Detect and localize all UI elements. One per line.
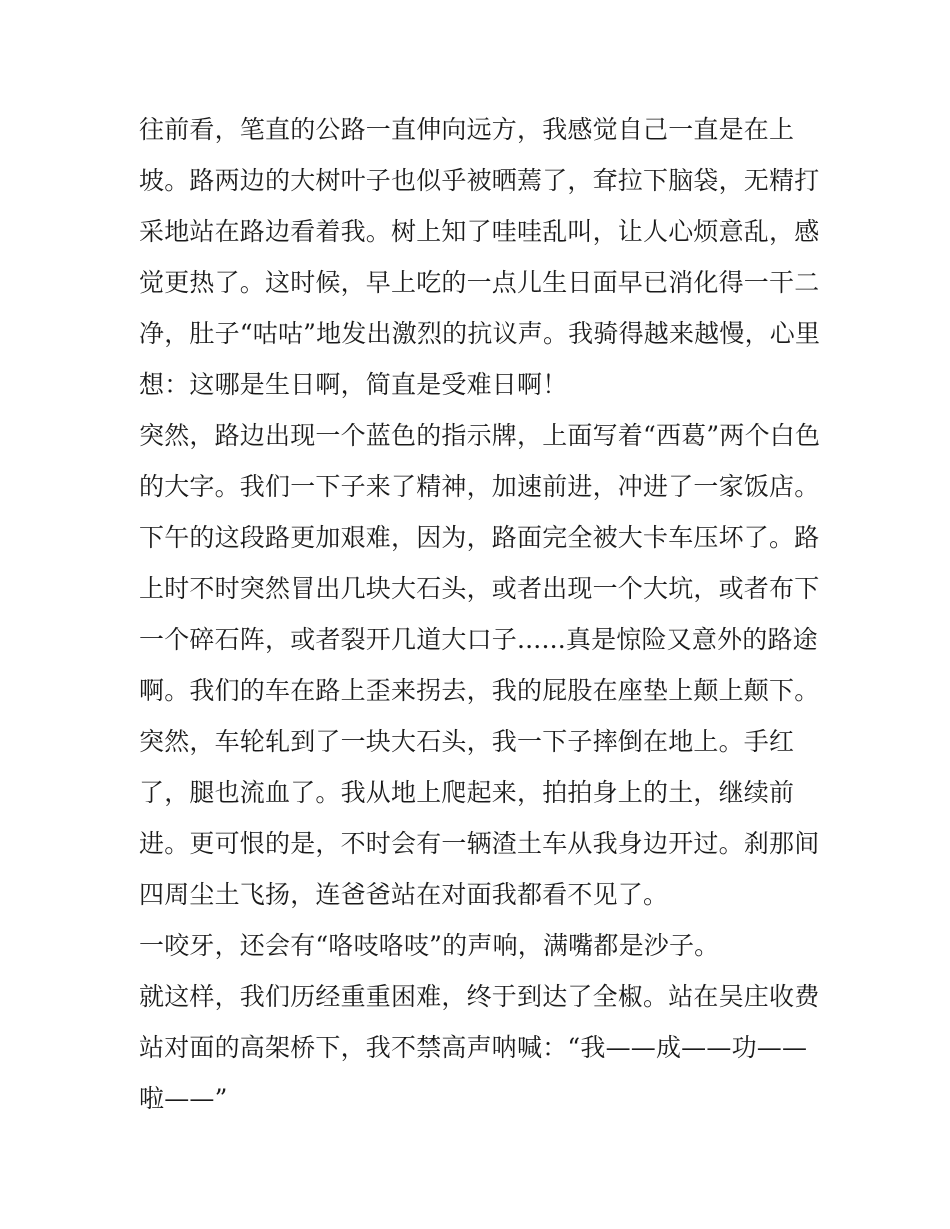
text-line: 净，肚子“咕咕”地发出激烈的抗议声。我骑得越来越慢，心里 — [139, 319, 821, 348]
text-line: 突然，路边出现一个蓝色的指示牌，上面写着“西葛”两个白色 — [139, 421, 821, 450]
text-line: 想：这哪是生日啊，简直是受难日啊！ — [139, 370, 568, 399]
text-line: 啦——” — [139, 1084, 228, 1113]
text-line: 进。更可恨的是，不时会有一辆渣土车从我身边开过。刹那间 — [139, 829, 820, 858]
text-line: 坡。路两边的大树叶子也似乎被晒蔫了，耷拉下脑袋，无精打 — [139, 166, 820, 195]
text-line: 下午的这段路更加艰难，因为，路面完全被大卡车压坏了。路 — [139, 523, 820, 552]
text-line: 就这样，我们历经重重困难，终于到达了全椒。站在吴庄收费 — [139, 982, 820, 1011]
text-line: 站对面的高架桥下，我不禁高声呐喊：“我——成——功—— — [139, 1033, 808, 1062]
body-text — [139, 104, 819, 1124]
text-line: 觉更热了。这时候，早上吃的一点儿生日面早已消化得一干二 — [139, 268, 820, 297]
text-line: 一咬牙，还会有“咯吱咯吱”的声响，满嘴都是沙子。 — [139, 931, 720, 960]
text-line: 了，腿也流血了。我从地上爬起来，拍拍身上的土，继续前 — [139, 778, 795, 807]
text-line: 的大字。我们一下子来了精神，加速前进，冲进了一家饭店。 — [139, 472, 820, 501]
text-line: 一个碎石阵，或者裂开几道大口子......真是惊险又意外的路途 — [139, 625, 818, 654]
text-line: 采地站在路边看着我。树上知了哇哇乱叫，让人心烦意乱，感 — [139, 217, 820, 246]
text-line: 啊。我们的车在路上歪来拐去，我的屁股在座垫上颠上颠下。 — [139, 676, 820, 705]
text-line: 上时不时突然冒出几块大石头，或者出现一个大坑，或者布下 — [139, 574, 820, 603]
text-line: 往前看，笔直的公路一直伸向远方，我感觉自己一直是在上 — [139, 115, 795, 144]
text-line: 突然，车轮轧到了一块大石头，我一下子摔倒在地上。手红 — [139, 727, 795, 756]
text-line: 四周尘土飞扬，连爸爸站在对面我都看不见了。 — [139, 880, 669, 909]
